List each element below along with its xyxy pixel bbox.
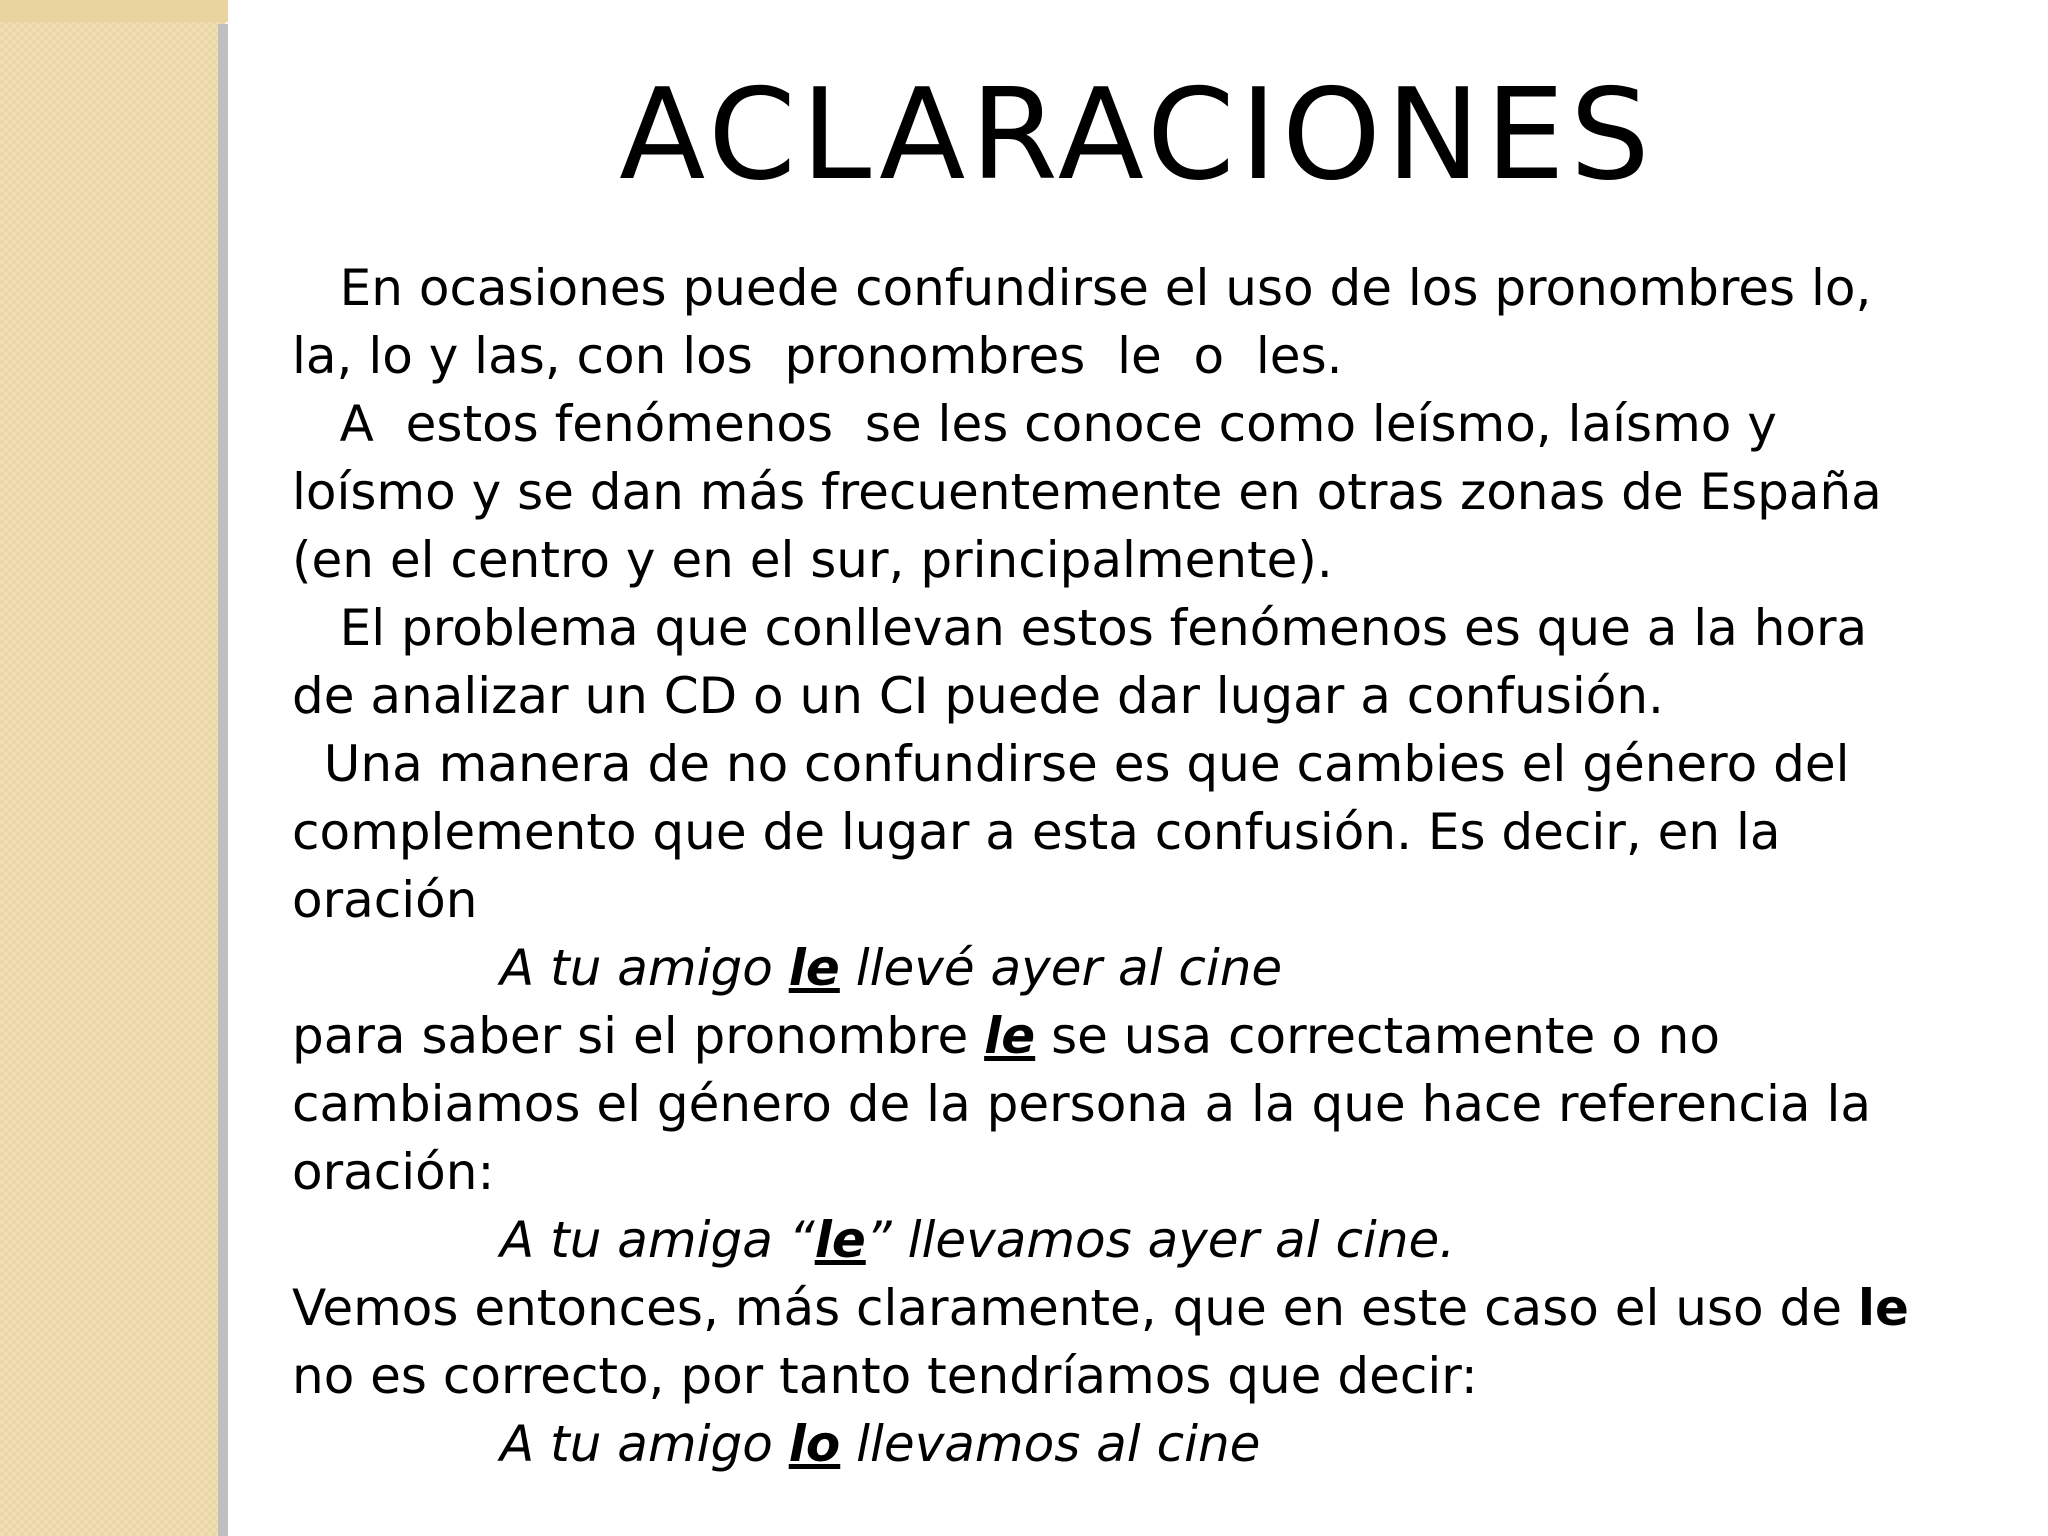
example-sentence-3	[292, 1410, 1992, 1478]
example-3-pronoun: lo	[788, 1415, 841, 1473]
paragraph-6-line-1	[292, 1274, 1992, 1342]
example-1-before: A tu amigo	[500, 939, 789, 997]
paragraph-1-line-2: la, lo y las, con los pronombres le o les.	[292, 327, 1343, 385]
paragraph-3-line-2: de analizar un CD o un CI puede dar lugar a confusión.	[292, 667, 1664, 725]
example-3-after: llevamos al cine	[840, 1415, 1261, 1473]
paragraph-6-bold-pronoun: le	[1857, 1279, 1909, 1337]
paragraph-2-line-1: A estos fenómenos se les conoce como leísmo, laísmo y	[292, 395, 1777, 453]
decorative-side-strip	[0, 0, 226, 1536]
paragraph-2-line-3: (en el centro y en el sur, principalmente).	[292, 531, 1333, 589]
example-2-after: ” llevamos ayer al cine.	[865, 1211, 1456, 1269]
paragraph-6-line-2: no es correcto, por tanto tendríamos que decir:	[292, 1347, 1478, 1405]
paragraph-5-line-1	[292, 1002, 1992, 1070]
paragraph-4-line-3: oración	[292, 871, 478, 929]
paragraph-5-line-3: oración:	[292, 1143, 495, 1201]
paragraph-1-line-1: En ocasiones puede confundirse el uso de los pronombres lo,	[292, 259, 1872, 317]
example-3-before: A tu amigo	[500, 1415, 789, 1473]
example-2-before: A tu amiga “	[500, 1211, 815, 1269]
paragraph-5-pronoun: le	[984, 1007, 1036, 1065]
paragraph-4-line-1: Una manera de no confundirse es que cambies el género del	[292, 735, 1850, 793]
example-sentence-1	[292, 934, 1992, 1002]
example-sentence-2	[292, 1206, 1992, 1274]
decorative-side-strip-top	[0, 0, 228, 22]
slide-title: ACLARACIONES	[619, 61, 1655, 208]
example-1-after: llevé ayer al cine	[839, 939, 1283, 997]
example-2-pronoun: le	[814, 1211, 866, 1269]
paragraph-4-line-2: complemento que de lugar a esta confusión. Es decir, en la	[292, 803, 1781, 861]
slide-body	[292, 254, 1992, 1478]
paragraph-3-line-1: El problema que conllevan estos fenómenos es que a la hora	[292, 599, 1868, 657]
paragraph-6-line-1-before: Vemos entonces, más claramente, que en este caso el uso de	[292, 1279, 1858, 1337]
paragraph-5-line-2: cambiamos el género de la persona a la que hace referencia la	[292, 1075, 1871, 1133]
decorative-side-edge	[218, 24, 228, 1536]
paragraph-2-line-2: loísmo y se dan más frecuentemente en otras zonas de España	[292, 463, 1882, 521]
paragraph-5-line-1-after: se usa correctamente o no	[1035, 1007, 1720, 1065]
paragraph-5-line-1-before: para saber si el pronombre	[292, 1007, 985, 1065]
example-1-pronoun: le	[788, 939, 840, 997]
